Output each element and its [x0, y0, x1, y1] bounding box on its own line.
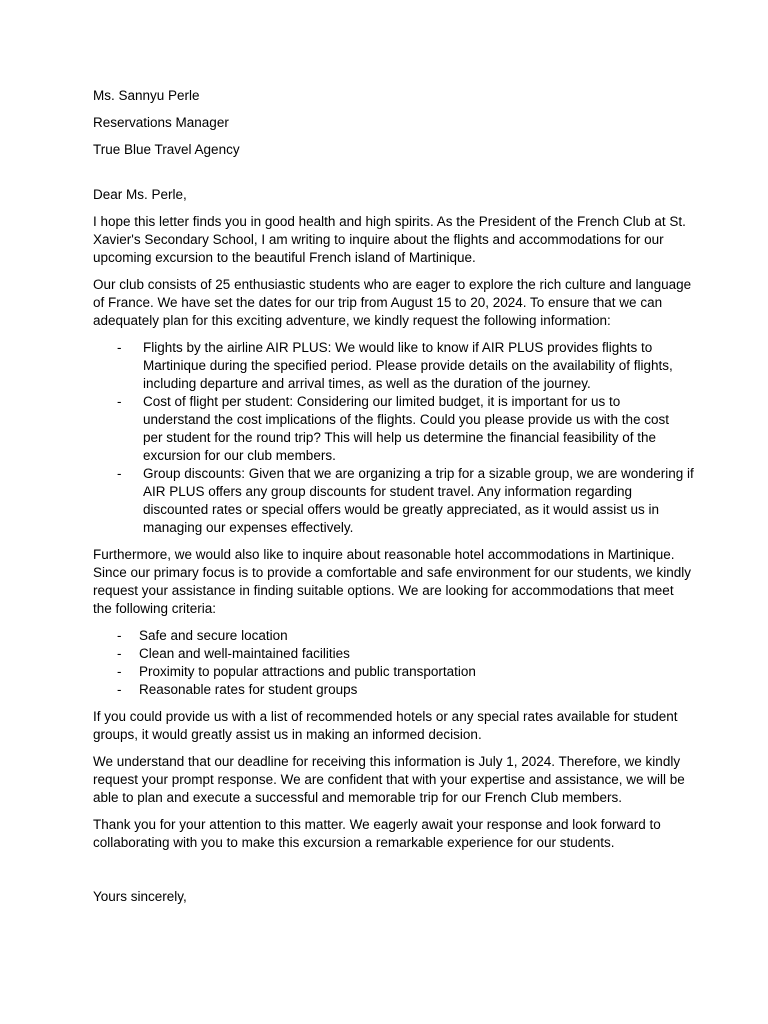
text-line: request your assistance in finding suitable options. We are looking for accommodations that meet — [93, 583, 674, 598]
club-paragraph — [93, 276, 693, 330]
text-line: Martinique during the specified period. Please provide details on the availability of flights, — [143, 358, 673, 373]
text-line: Furthermore, we would also like to inquire about reasonable hotel accommodations in Martinique. — [93, 547, 675, 562]
criteria-text: Clean and well-maintained facilities — [139, 646, 350, 661]
bullet-dash: - — [117, 394, 122, 409]
criteria-text: Reasonable rates for student groups — [139, 682, 358, 697]
criteria-list — [93, 627, 693, 699]
text-line: Our club consists of 25 enthusiastic students who are eager to explore the rich culture and language — [93, 277, 692, 292]
deadline-paragraph — [93, 753, 693, 807]
text-line: AIR PLUS offers any group discounts for student travel. Any information regarding — [143, 484, 633, 499]
hotels-paragraph — [93, 546, 693, 618]
text-line: upcoming excursion to the beautiful French island of Martinique. — [93, 250, 476, 265]
bullet-dash: - — [117, 664, 122, 679]
criteria-item — [93, 645, 693, 663]
text-line: Thank you for your attention to this matter. We eagerly await your response and look forward to — [93, 817, 661, 832]
request-item-discounts — [93, 465, 693, 537]
recipient-title: Reservations Manager — [93, 115, 229, 130]
text-line: able to plan and execute a successful and memorable trip for our French Club members. — [93, 790, 623, 805]
criteria-text: Proximity to popular attractions and public transportation — [139, 664, 476, 679]
bullet-dash: - — [117, 682, 122, 697]
text-line: of France. We have set the dates for our trip from August 15 to 20, 2024. To ensure that we can — [93, 295, 663, 310]
text-line: collaborating with you to make this excursion a remarkable experience for our students. — [93, 835, 615, 850]
closing: Yours sincerely, — [93, 889, 187, 904]
text-line: discounted rates or special offers would be greatly appreciated, as it would assist us in — [143, 502, 660, 517]
text-line: including departure and arrival times, as well as the duration of the journey. — [143, 376, 591, 391]
criteria-item — [93, 627, 693, 645]
bullet-dash: - — [117, 466, 122, 481]
text-line: excursion for our club members. — [143, 448, 336, 463]
criteria-item — [93, 663, 693, 681]
text-line: Xavier's Secondary School, I am writing to inquire about the flights and accommodations for our — [93, 232, 664, 247]
criteria-item — [93, 681, 693, 699]
text-line: We understand that our deadline for receiving this information is July 1, 2024. Therefore, we kindly — [93, 754, 681, 769]
request-item-cost — [93, 393, 693, 465]
request-item-flights — [93, 339, 693, 393]
recommend-paragraph — [93, 708, 693, 744]
text-line: groups, it would greatly assist us in making an informed decision. — [93, 727, 482, 742]
intro-paragraph — [93, 213, 693, 267]
text-line: If you could provide us with a list of recommended hotels or any special rates available for student — [93, 709, 678, 724]
text-line: the following criteria: — [93, 601, 217, 616]
thanks-paragraph — [93, 816, 693, 852]
criteria-text: Safe and secure location — [139, 628, 288, 643]
text-line: Flights by the airline AIR PLUS: We would like to know if AIR PLUS provides flights to — [143, 340, 653, 355]
text-line: I hope this letter finds you in good health and high spirits. As the President of the French Club at St. — [93, 214, 686, 229]
letter — [93, 87, 693, 906]
bullet-dash: - — [117, 646, 122, 661]
text-line: understand the cost implications of the flights. Could you please provide us with the cost — [143, 412, 670, 427]
text-line: Cost of flight per student: Considering our limited budget, it is important for us to — [143, 394, 621, 409]
bullet-dash: - — [117, 340, 122, 355]
text-line: per student for the round trip? This will help us determine the financial feasibility of the — [143, 430, 657, 445]
text-line: managing our expenses effectively. — [143, 520, 354, 535]
salutation: Dear Ms. Perle, — [93, 187, 187, 202]
recipient-block — [93, 87, 693, 159]
text-line: Since our primary focus is to provide a comfortable and safe environment for our students, we kindly — [93, 565, 692, 580]
text-line: Group discounts: Given that we are organizing a trip for a sizable group, we are wondering if — [143, 466, 694, 481]
bullet-dash: - — [117, 628, 122, 643]
request-list — [93, 339, 693, 537]
text-line: request your prompt response. We are confident that with your expertise and assistance, we will be — [93, 772, 685, 787]
recipient-name: Ms. Sannyu Perle — [93, 88, 200, 103]
text-line: adequately plan for this exciting adventure, we kindly request the following information: — [93, 313, 611, 328]
recipient-company: True Blue Travel Agency — [93, 142, 240, 157]
